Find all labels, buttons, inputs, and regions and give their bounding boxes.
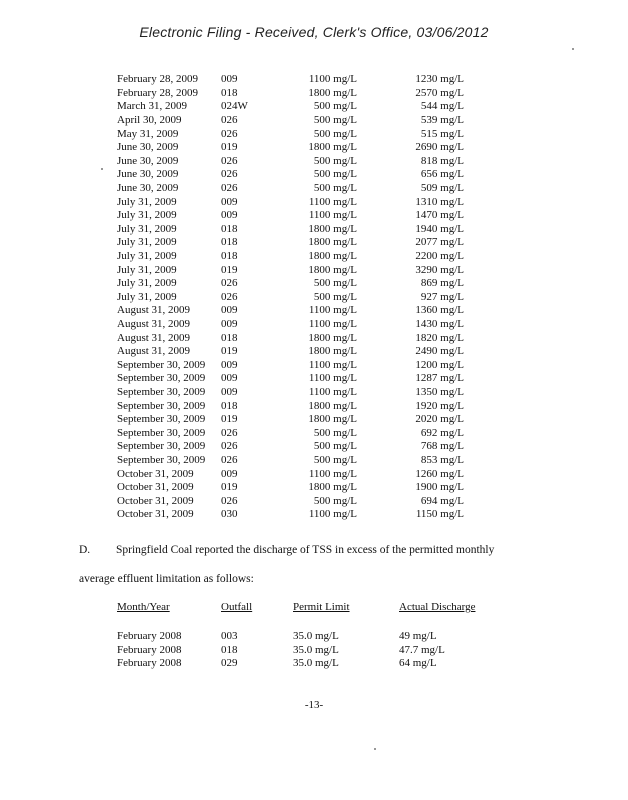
row-outfall: 019 xyxy=(221,413,238,426)
row-actual-discharge: 692 mg/L xyxy=(420,426,464,439)
table-row xyxy=(117,399,464,413)
row-actual-discharge: 1940 mg/L xyxy=(415,222,464,235)
col-header-actual: Actual Discharge xyxy=(399,601,476,613)
row-outfall: 018 xyxy=(221,236,238,249)
row-month-year: February 2008 xyxy=(117,630,182,643)
row-outfall: 009 xyxy=(221,358,238,371)
table-row xyxy=(117,87,464,101)
row-outfall: 030 xyxy=(221,508,238,521)
row-permit-limit: 500 mg/L xyxy=(313,154,357,167)
row-outfall: 009 xyxy=(221,195,238,208)
tss-table xyxy=(117,630,489,671)
row-outfall: 009 xyxy=(221,317,238,330)
row-actual-discharge: 1820 mg/L xyxy=(415,331,464,344)
row-actual-discharge: 1310 mg/L xyxy=(415,195,464,208)
table-row xyxy=(117,644,489,658)
table-row xyxy=(117,100,464,114)
row-outfall: 009 xyxy=(221,467,238,480)
row-outfall: 009 xyxy=(221,372,238,385)
row-permit-limit: 500 mg/L xyxy=(313,168,357,181)
table-row xyxy=(117,426,464,440)
row-date: June 30, 2009 xyxy=(117,168,179,181)
row-outfall: 003 xyxy=(221,630,238,643)
row-actual-discharge: 1900 mg/L xyxy=(415,481,464,494)
table-row xyxy=(117,141,464,155)
row-permit-limit: 35.0 mg/L xyxy=(293,657,339,670)
row-actual-discharge: 2690 mg/L xyxy=(415,141,464,154)
row-permit-limit: 35.0 mg/L xyxy=(293,630,339,643)
row-actual-discharge: 49 mg/L xyxy=(399,630,437,643)
col-header-outfall: Outfall xyxy=(221,601,253,613)
table-row xyxy=(117,358,464,372)
row-actual-discharge: 768 mg/L xyxy=(420,440,464,453)
table-row xyxy=(117,250,464,264)
table-row xyxy=(117,345,464,359)
row-date: August 31, 2009 xyxy=(117,345,191,358)
row-permit-limit: 500 mg/L xyxy=(313,440,357,453)
row-date: September 30, 2009 xyxy=(117,358,206,371)
row-actual-discharge: 1920 mg/L xyxy=(415,399,464,412)
table-row xyxy=(117,236,464,250)
row-date: September 30, 2009 xyxy=(117,426,206,439)
row-permit-limit: 1800 mg/L xyxy=(308,481,357,494)
row-actual-discharge: 2200 mg/L xyxy=(415,250,464,263)
row-actual-discharge: 509 mg/L xyxy=(420,182,464,195)
row-actual-discharge: 64 mg/L xyxy=(399,657,437,670)
row-date: July 31, 2009 xyxy=(117,277,177,290)
row-outfall: 009 xyxy=(221,73,238,86)
row-permit-limit: 1100 mg/L xyxy=(308,195,357,208)
row-date: September 30, 2009 xyxy=(117,399,206,412)
row-actual-discharge: 3290 mg/L xyxy=(415,263,464,276)
row-actual-discharge: 544 mg/L xyxy=(420,100,464,113)
row-outfall: 026 xyxy=(221,453,238,466)
row-permit-limit: 1100 mg/L xyxy=(308,358,357,371)
table-row xyxy=(117,413,464,427)
table-row xyxy=(117,291,464,305)
row-outfall: 019 xyxy=(221,345,238,358)
paragraph-line-2: average effluent limitation as follows: xyxy=(79,573,254,585)
row-date: June 30, 2009 xyxy=(117,141,179,154)
row-date: July 31, 2009 xyxy=(117,236,177,249)
row-permit-limit: 1800 mg/L xyxy=(308,86,357,99)
row-permit-limit: 1800 mg/L xyxy=(308,263,357,276)
row-date: July 31, 2009 xyxy=(117,263,177,276)
row-outfall: 009 xyxy=(221,304,238,317)
row-outfall: 026 xyxy=(221,426,238,439)
row-outfall: 026 xyxy=(221,168,238,181)
row-actual-discharge: 2020 mg/L xyxy=(415,413,464,426)
page-number: -13- xyxy=(304,699,324,711)
row-date: August 31, 2009 xyxy=(117,304,191,317)
row-actual-discharge: 1470 mg/L xyxy=(415,209,464,222)
row-outfall: 019 xyxy=(221,141,238,154)
table-row xyxy=(117,195,464,209)
table-row xyxy=(117,372,464,386)
row-date: February 28, 2009 xyxy=(117,73,198,86)
row-permit-limit: 1800 mg/L xyxy=(308,399,357,412)
row-actual-discharge: 2077 mg/L xyxy=(415,236,464,249)
table-row xyxy=(117,440,464,454)
row-date: June 30, 2009 xyxy=(117,182,179,195)
table-row xyxy=(117,481,464,495)
scan-speck xyxy=(101,168,103,170)
row-outfall: 018 xyxy=(221,331,238,344)
row-actual-discharge: 1360 mg/L xyxy=(415,304,464,317)
row-actual-discharge: 2570 mg/L xyxy=(415,86,464,99)
table-row xyxy=(117,114,464,128)
row-permit-limit: 1800 mg/L xyxy=(308,345,357,358)
row-date: October 31, 2009 xyxy=(117,494,194,507)
row-date: August 31, 2009 xyxy=(117,317,191,330)
row-outfall: 026 xyxy=(221,182,238,195)
row-month-year: February 2008 xyxy=(117,643,182,656)
row-actual-discharge: 853 mg/L xyxy=(420,453,464,466)
row-outfall: 026 xyxy=(221,114,238,127)
row-date: September 30, 2009 xyxy=(117,372,206,385)
table-row xyxy=(117,630,489,644)
row-actual-discharge: 1150 mg/L xyxy=(415,508,464,521)
row-permit-limit: 1800 mg/L xyxy=(308,236,357,249)
table-row xyxy=(117,277,464,291)
row-outfall: 018 xyxy=(221,399,238,412)
row-permit-limit: 1100 mg/L xyxy=(308,467,357,480)
table-row xyxy=(117,127,464,141)
row-date: July 31, 2009 xyxy=(117,222,177,235)
filing-stamp-header: Electronic Filing - Received, Clerk's Office, 03/06/2012 xyxy=(139,24,489,40)
row-permit-limit: 1800 mg/L xyxy=(308,250,357,263)
row-permit-limit: 500 mg/L xyxy=(313,127,357,140)
row-date: April 30, 2009 xyxy=(117,114,182,127)
row-outfall: 009 xyxy=(221,385,238,398)
row-outfall: 018 xyxy=(221,643,238,656)
row-date: October 31, 2009 xyxy=(117,508,194,521)
row-date: September 30, 2009 xyxy=(117,385,206,398)
row-outfall: 029 xyxy=(221,657,238,670)
row-actual-discharge: 47.7 mg/L xyxy=(399,643,445,656)
row-date: February 28, 2009 xyxy=(117,86,198,99)
row-actual-discharge: 1350 mg/L xyxy=(415,385,464,398)
row-outfall: 019 xyxy=(221,481,238,494)
row-permit-limit: 1800 mg/L xyxy=(308,222,357,235)
row-date: October 31, 2009 xyxy=(117,467,194,480)
row-date: March 31, 2009 xyxy=(117,100,187,113)
exceedances-table xyxy=(117,73,464,522)
row-actual-discharge: 1430 mg/L xyxy=(415,317,464,330)
row-outfall: 024W xyxy=(221,100,248,113)
row-permit-limit: 35.0 mg/L xyxy=(293,643,339,656)
table-row xyxy=(117,209,464,223)
row-permit-limit: 500 mg/L xyxy=(313,290,357,303)
row-outfall: 026 xyxy=(221,127,238,140)
row-actual-discharge: 656 mg/L xyxy=(420,168,464,181)
table-row xyxy=(117,386,464,400)
col-header-month: Month/Year xyxy=(117,601,170,613)
row-date: October 31, 2009 xyxy=(117,481,194,494)
paragraph-line-1: Springfield Coal reported the discharge of TSS in excess of the permitted monthly xyxy=(116,544,495,556)
row-outfall: 026 xyxy=(221,154,238,167)
row-permit-limit: 1100 mg/L xyxy=(308,304,357,317)
row-outfall: 019 xyxy=(221,263,238,276)
row-permit-limit: 1100 mg/L xyxy=(308,508,357,521)
table-row xyxy=(117,155,464,169)
row-actual-discharge: 694 mg/L xyxy=(420,494,464,507)
table-row xyxy=(117,657,489,671)
paragraph-label: D. xyxy=(79,544,91,556)
row-permit-limit: 1800 mg/L xyxy=(308,141,357,154)
row-date: June 30, 2009 xyxy=(117,154,179,167)
row-date: September 30, 2009 xyxy=(117,413,206,426)
row-permit-limit: 1100 mg/L xyxy=(308,317,357,330)
table-row xyxy=(117,304,464,318)
table-row xyxy=(117,508,464,522)
col-header-limit: Permit Limit xyxy=(293,601,350,613)
table-row xyxy=(117,223,464,237)
row-permit-limit: 500 mg/L xyxy=(313,114,357,127)
row-date: July 31, 2009 xyxy=(117,195,177,208)
row-actual-discharge: 818 mg/L xyxy=(420,154,464,167)
table-row xyxy=(117,454,464,468)
row-date: September 30, 2009 xyxy=(117,440,206,453)
row-date: July 31, 2009 xyxy=(117,250,177,263)
row-permit-limit: 500 mg/L xyxy=(313,277,357,290)
table-row xyxy=(117,494,464,508)
row-date: July 31, 2009 xyxy=(117,290,177,303)
row-permit-limit: 1100 mg/L xyxy=(308,73,357,86)
row-outfall: 026 xyxy=(221,277,238,290)
row-outfall: 018 xyxy=(221,222,238,235)
table-row xyxy=(117,318,464,332)
row-actual-discharge: 515 mg/L xyxy=(420,127,464,140)
row-permit-limit: 1800 mg/L xyxy=(308,413,357,426)
row-permit-limit: 500 mg/L xyxy=(313,182,357,195)
row-permit-limit: 1100 mg/L xyxy=(308,385,357,398)
row-actual-discharge: 1260 mg/L xyxy=(415,467,464,480)
scan-speck xyxy=(374,748,376,750)
row-outfall: 009 xyxy=(221,209,238,222)
row-month-year: February 2008 xyxy=(117,657,182,670)
row-permit-limit: 500 mg/L xyxy=(313,426,357,439)
row-actual-discharge: 869 mg/L xyxy=(420,277,464,290)
row-date: August 31, 2009 xyxy=(117,331,191,344)
table-row xyxy=(117,182,464,196)
table-row xyxy=(117,168,464,182)
row-permit-limit: 1800 mg/L xyxy=(308,331,357,344)
row-permit-limit: 500 mg/L xyxy=(313,453,357,466)
row-date: July 31, 2009 xyxy=(117,209,177,222)
row-permit-limit: 500 mg/L xyxy=(313,494,357,507)
row-actual-discharge: 1200 mg/L xyxy=(415,358,464,371)
row-outfall: 026 xyxy=(221,290,238,303)
row-outfall: 018 xyxy=(221,250,238,263)
row-actual-discharge: 1287 mg/L xyxy=(415,372,464,385)
row-outfall: 026 xyxy=(221,494,238,507)
row-permit-limit: 1100 mg/L xyxy=(308,372,357,385)
row-permit-limit: 1100 mg/L xyxy=(308,209,357,222)
table-row xyxy=(117,263,464,277)
row-date: May 31, 2009 xyxy=(117,127,179,140)
row-outfall: 018 xyxy=(221,86,238,99)
row-outfall: 026 xyxy=(221,440,238,453)
table-row xyxy=(117,467,464,481)
row-date: September 30, 2009 xyxy=(117,453,206,466)
row-actual-discharge: 927 mg/L xyxy=(420,290,464,303)
scan-speck xyxy=(572,48,574,50)
row-actual-discharge: 2490 mg/L xyxy=(415,345,464,358)
table-row xyxy=(117,73,464,87)
table-row xyxy=(117,331,464,345)
row-permit-limit: 500 mg/L xyxy=(313,100,357,113)
row-actual-discharge: 539 mg/L xyxy=(420,114,464,127)
row-actual-discharge: 1230 mg/L xyxy=(415,73,464,86)
